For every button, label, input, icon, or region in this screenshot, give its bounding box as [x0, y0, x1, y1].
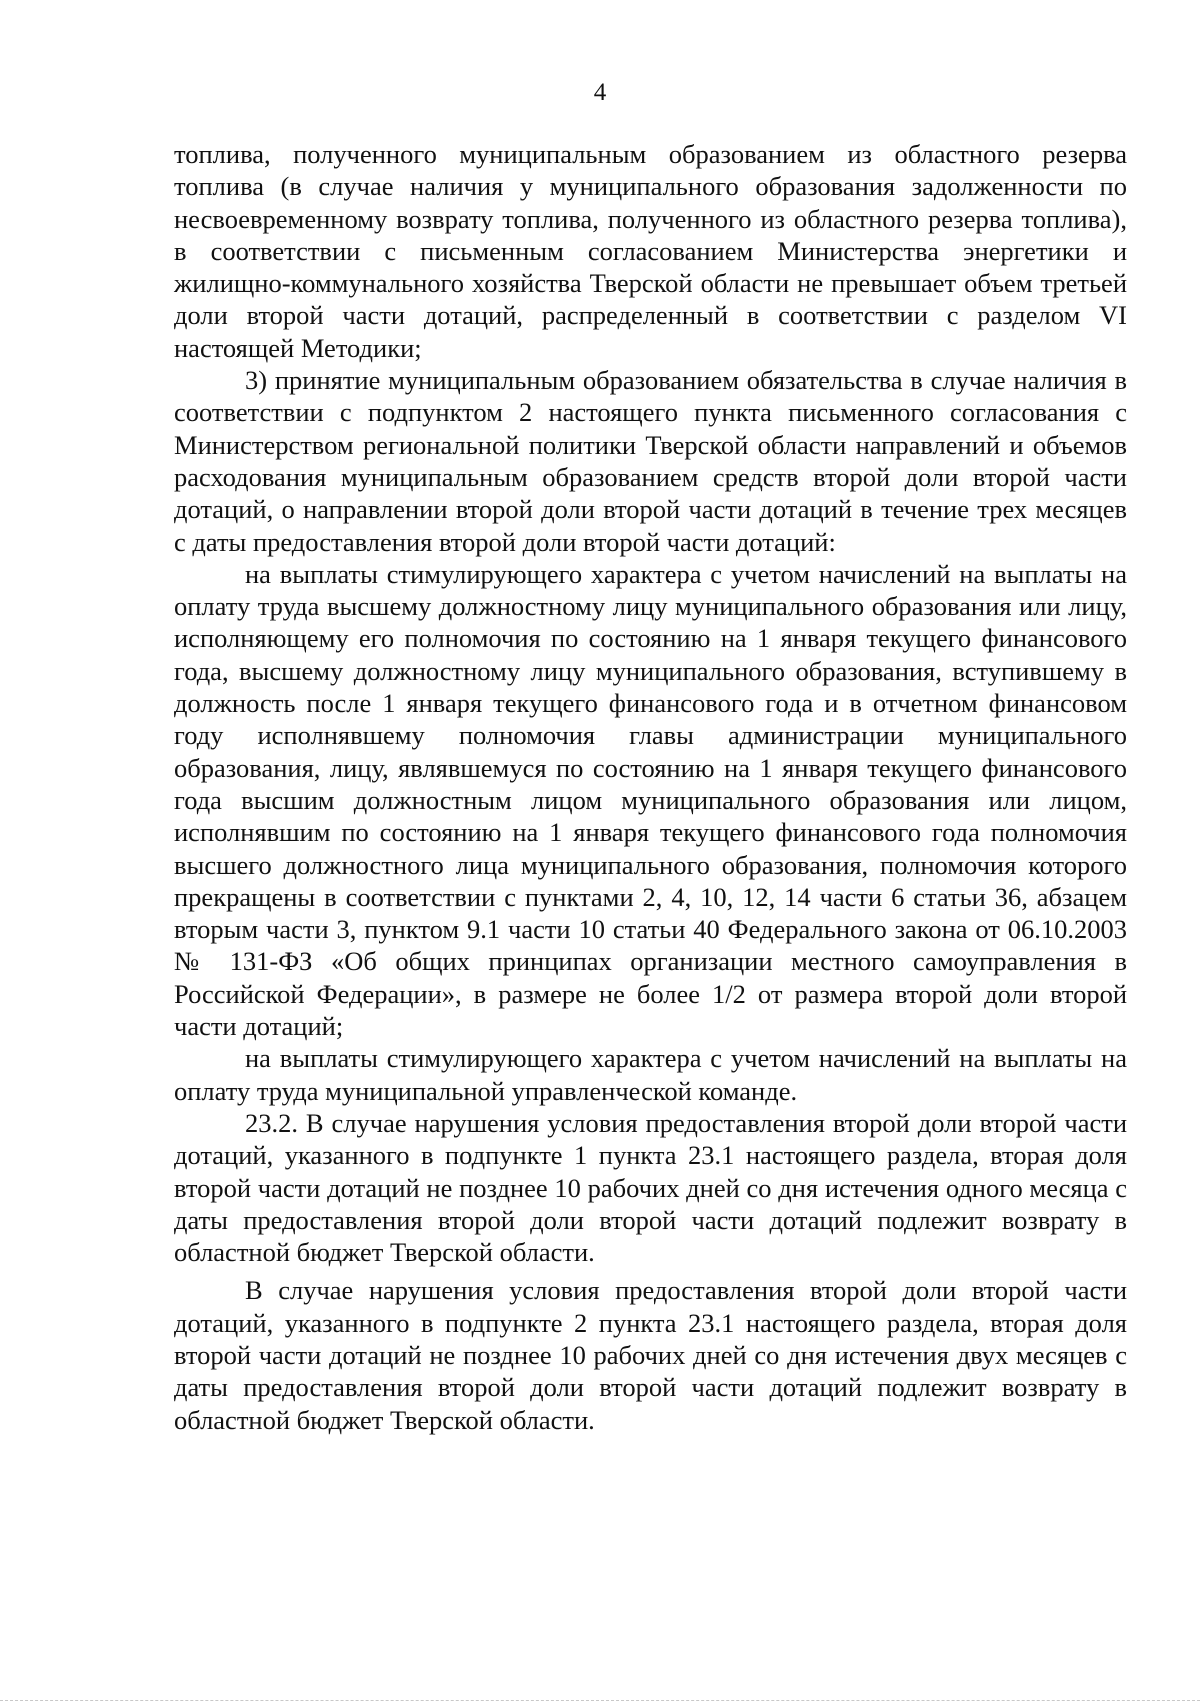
paragraph-23-2: 23.2. В случае нарушения условия предоставления второй доли второй части дотаций, указанного в подпункте 1 пункта 23.1 настоящего раздела, вторая доля второй части дотаций не позднее 10 рабочих дней со дня истечения одного месяца с даты предоставления второй доли второй части дотаций подлежит возврату в областной бюджет Тверской области.: [174, 1107, 1127, 1268]
paragraph-payments-team: на выплаты стимулирующего характера с учетом начислений на выплаты на оплату труда муниципальной управленческой команде.: [174, 1043, 1127, 1106]
paragraph-violation-item-2: В случае нарушения условия предоставления второй доли второй части дотаций, указанного в подпункте 2 пункта 23.1 настоящего раздела, вторая доля второй части дотаций не позднее 10 рабочих дней со дня истечения двух месяцев с даты предоставления второй доли второй части дотаций подлежит возврату в областной бюджет Тверской области.: [174, 1275, 1127, 1435]
page-number: 4: [593, 79, 607, 106]
paragraph-payments-officials: на выплаты стимулирующего характера с учетом начислений на выплаты на оплату труда высшему должностному лицу муниципального образования или лицу, исполняющему его полномочия по состоянию на 1 января текущего финансового года, высшему должностному лицу муниципального образования, вступившему в должность после 1 января текущего финансового года и в отчетном финансовом году исполнявшему полномочия главы администрации муниципального образования, лицу, являвшемуся по состоянию на 1 января текущего финансового года высшим должностным лицом муниципального образования или лицом, исполнявшим по состоянию на 1 января текущего финансового года полномочия высшего должностного лица муниципального образования, полномочия которого прекращены в соответствии с пунктами 2, 4, 10, 12, 14 части 6 статьи 36, абзацем вторым части 3, пунктом 9.1 части 10 статьи 40 Федерального закона от 06.10.2003 № 131-ФЗ «Об общих принципах организации местного самоуправления в Российской Федерации», в размере не более 1/2 от размера второй доли второй части дотаций;: [174, 558, 1127, 1042]
scan-bottom-edge: [0, 1700, 1200, 1701]
paragraph-continuation: топлива, полученного муниципальным образованием из областного резерва топлива (в случае наличия у муниципального образования задолженности по несвоевременному возврату топлива, полученного из областного резерва топлива), в соответствии с письменным согласованием Министерства энергетики и жилищно-коммунального хозяйства Тверской области не превышает объем третьей доли второй части дотаций, распределенный в соответствии с разделом VI настоящей Методики;: [174, 139, 1127, 363]
document-body: [174, 138, 1127, 1436]
paragraph-item-3: 3) принятие муниципальным образованием обязательства в случае наличия в соответствии с подпунктом 2 настоящего пункта письменного согласования с Министерством региональной политики Тверской области направлений и объемов расходования муниципальным образованием средств второй доли второй части дотаций, о направлении второй доли второй части дотаций в течение трех месяцев с даты предоставления второй доли второй части дотаций:: [174, 365, 1127, 557]
